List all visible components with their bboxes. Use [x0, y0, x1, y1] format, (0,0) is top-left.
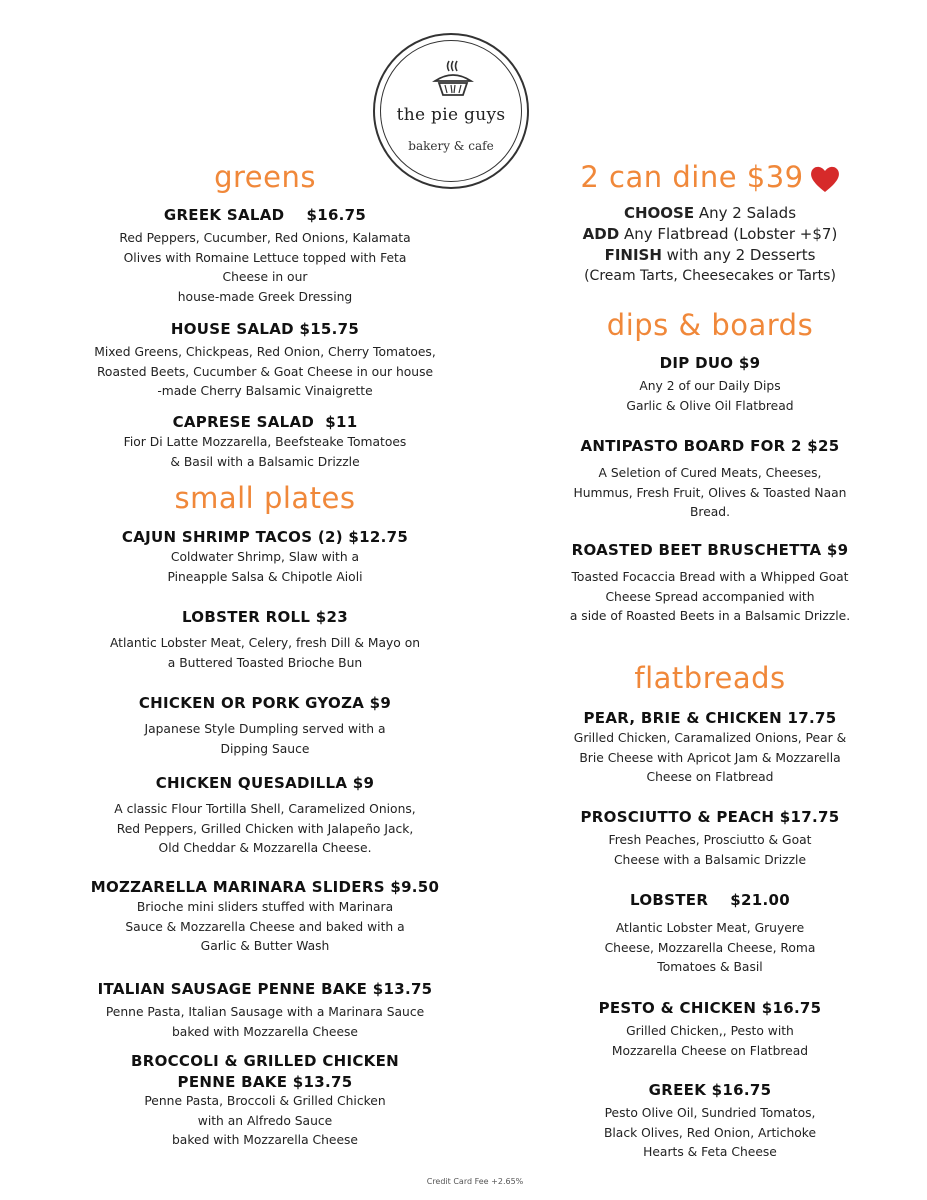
dip-duo-item	[530, 354, 890, 416]
credit-card-fee-note: Credit Card Fee +2.65%	[426, 1177, 524, 1186]
heart-icon	[810, 165, 840, 193]
desc-line: A classic Flour Tortilla Shell, Caramelized Onions,	[114, 802, 416, 816]
item-title: CHICKEN OR PORK GYOZA $9	[138, 694, 392, 712]
desc-line: house-made Greek Dressing	[177, 289, 353, 304]
dine-choose-line	[530, 203, 890, 224]
antipasto-board-item	[530, 437, 890, 523]
quesadilla-item	[60, 774, 470, 859]
greek-salad-item	[60, 206, 470, 307]
desc-line: Cheese on Flatbread	[646, 770, 774, 784]
desc-line: Black Olives, Red Onion, Artichoke	[603, 1125, 817, 1140]
desc-line: Penne Pasta, Broccoli & Grilled Chicken	[144, 1094, 386, 1108]
small-plates-heading: small plates	[174, 481, 356, 515]
desc-line: Sauce & Mozzarella Cheese and baked with a	[125, 919, 405, 934]
beet-bruschetta-item	[530, 541, 890, 627]
desc-line: Mixed Greens, Chickpeas, Red Onion, Cherry Tomatoes,	[94, 345, 436, 359]
pear-brie-chicken-item	[530, 709, 890, 788]
item-description	[60, 898, 470, 957]
desc-line: Atlantic Lobster Meat, Gruyere	[615, 921, 805, 935]
desc-line: Any 2 of our Daily Dips	[639, 379, 781, 393]
item-description	[60, 1092, 470, 1151]
desc-line: Red Peppers, Grilled Chicken with Jalapeño Jack,	[116, 821, 414, 836]
desc-line: Pesto Olive Oil, Sundried Tomatos,	[604, 1106, 816, 1120]
desc-line: Garlic & Butter Wash	[200, 939, 330, 953]
desc-line: Dipping Sauce	[220, 741, 310, 756]
item-description	[60, 343, 470, 402]
desc-line: Cheese, Mozzarella Cheese, Roma	[604, 940, 816, 955]
desc-line: Old Cheddar & Mozzarella Cheese.	[158, 841, 372, 855]
pie-icon	[431, 57, 475, 101]
broccoli-penne-item	[60, 1052, 470, 1151]
desc-line: Pineapple Salsa & Chipotle Aioli	[167, 569, 363, 584]
desc-line: Fior Di Latte Mozzarella, Beefsteake Tomatoes	[123, 435, 407, 449]
desc-line: Atlantic Lobster Meat, Celery, fresh Dill & Mayo on	[109, 636, 421, 650]
item-description	[530, 1104, 890, 1163]
desc-line: a side of Roasted Beets in a Balsamic Drizzle.	[569, 609, 851, 623]
desc-line: Fresh Peaches, Prosciutto & Goat	[608, 833, 812, 847]
desc-line: with an Alfredo Sauce	[197, 1113, 333, 1128]
desc-line: baked with Mozzarella Cheese	[172, 1133, 358, 1147]
item-title: CHICKEN QUESADILLA $9	[155, 774, 375, 792]
desc-line: -made Cherry Balsamic Vinaigrette	[157, 384, 373, 398]
desc-line: Hummus, Fresh Fruit, Olives & Toasted Naan	[573, 485, 847, 500]
two-can-dine-title: 2 can dine $39	[580, 160, 804, 194]
item-description	[530, 831, 890, 870]
desc-line: Mozzarella Cheese on Flatbread	[611, 1043, 809, 1058]
mozzarella-sliders-item	[60, 878, 470, 957]
item-description	[60, 433, 470, 472]
item-description	[60, 1003, 470, 1042]
item-title: HOUSE SALAD $15.75	[170, 320, 360, 338]
desc-line: Toasted Focaccia Bread with a Whipped Goat	[571, 570, 849, 584]
desc-line: Garlic & Olive Oil Flatbread	[626, 398, 794, 413]
dine-finish-line	[530, 245, 890, 266]
dine-keyword: CHOOSE	[623, 204, 695, 222]
desc-line: Cheese with a Balsamic Drizzle	[613, 852, 807, 867]
item-description	[530, 377, 890, 416]
desc-line: Cheese in our	[222, 270, 308, 284]
desc-line: Grilled Chicken, Caramalized Onions, Pear &	[573, 731, 847, 745]
caprese-salad-item	[60, 413, 470, 472]
greens-heading: greens	[214, 160, 316, 194]
desc-line: Japanese Style Dumpling served with a	[144, 722, 386, 736]
lobster-flatbread-item	[530, 891, 890, 978]
item-description	[60, 548, 470, 587]
logo-name: the pie guys	[396, 105, 506, 125]
item-description	[530, 464, 890, 523]
gyoza-item	[60, 694, 470, 759]
logo-tagline: bakery & cafe	[408, 139, 494, 153]
item-title: GREEK $16.75	[648, 1081, 772, 1099]
item-title: DIP DUO $9	[659, 354, 761, 372]
dine-desserts-note: (Cream Tarts, Cheesecakes or Tarts)	[584, 268, 836, 284]
dine-keyword: FINISH	[604, 246, 662, 264]
item-description	[60, 720, 470, 759]
desc-line: Tomatoes & Basil	[657, 960, 763, 974]
desc-line: Brioche mini sliders stuffed with Marinara	[136, 900, 394, 914]
desc-line: Bread.	[689, 505, 731, 519]
desc-line: Olives with Romaine Lettuce topped with Feta	[123, 250, 407, 265]
item-title: GREEK SALAD $16.75	[163, 206, 367, 224]
item-description	[530, 919, 890, 978]
item-title: ROASTED BEET BRUSCHETTA $9	[571, 541, 849, 559]
item-title: CAJUN SHRIMP TACOS (2) $12.75	[121, 528, 409, 546]
item-title: ANTIPASTO BOARD FOR 2 $25	[580, 437, 840, 455]
dine-text: Any Flatbread (Lobster +$7)	[619, 225, 838, 243]
desc-line: a Buttered Toasted Brioche Bun	[167, 655, 363, 670]
item-title: CAPRESE SALAD $11	[172, 413, 358, 431]
item-title: PEAR, BRIE & CHICKEN 17.75	[583, 709, 837, 727]
item-description	[530, 568, 890, 627]
item-description	[60, 634, 470, 673]
desc-line: A Seletion of Cured Meats, Cheeses,	[598, 466, 822, 480]
item-title: BROCCOLI & GRILLED CHICKEN	[130, 1052, 400, 1070]
desc-line: & Basil with a Balsamic Drizzle	[170, 454, 360, 469]
item-title: PROSCIUTTO & PEACH $17.75	[580, 808, 840, 826]
desc-line: Grilled Chicken,, Pesto with	[626, 1024, 794, 1038]
desc-line: Brie Cheese with Apricot Jam & Mozzarella	[579, 750, 841, 765]
greek-flatbread-item	[530, 1081, 890, 1163]
item-description	[60, 229, 470, 307]
dine-add-line	[530, 224, 890, 245]
two-can-dine-heading	[530, 160, 890, 194]
item-title: LOBSTER $21.00	[630, 891, 790, 909]
item-title: ITALIAN SAUSAGE PENNE BAKE $13.75	[97, 980, 433, 998]
pesto-chicken-item	[530, 999, 890, 1061]
item-description	[530, 729, 890, 788]
flatbreads-heading: flatbreads	[634, 661, 786, 695]
sausage-penne-item	[60, 980, 470, 1042]
dine-text: with any 2 Desserts	[661, 246, 816, 264]
desc-line: Coldwater Shrimp, Slaw with a	[170, 550, 360, 564]
dine-keyword: ADD	[582, 225, 620, 243]
item-title: MOZZARELLA MARINARA SLIDERS $9.50	[90, 878, 440, 896]
desc-line: baked with Mozzarella Cheese	[172, 1024, 358, 1039]
lobster-roll-item	[60, 608, 470, 673]
desc-line: Cheese Spread accompanied with	[605, 589, 815, 604]
two-can-dine-details	[530, 203, 890, 287]
item-title: LOBSTER ROLL $23	[181, 608, 348, 626]
desc-line: Penne Pasta, Italian Sausage with a Marinara Sauce	[105, 1005, 425, 1019]
item-description	[530, 1022, 890, 1061]
dine-text: Any 2 Salads	[694, 204, 797, 222]
item-title: PESTO & CHICKEN $16.75	[598, 999, 822, 1017]
item-description	[60, 800, 470, 859]
house-salad-item	[60, 320, 470, 402]
cajun-shrimp-tacos-item	[60, 528, 470, 587]
desc-line: Red Peppers, Cucumber, Red Onions, Kalamata	[119, 231, 411, 245]
item-title-line2: PENNE BAKE $13.75	[177, 1073, 353, 1091]
dips-boards-heading: dips & boards	[606, 308, 814, 342]
desc-line: Hearts & Feta Cheese	[643, 1145, 777, 1159]
prosciutto-peach-item	[530, 808, 890, 870]
desc-line: Roasted Beets, Cucumber & Goat Cheese in our house	[96, 364, 434, 379]
